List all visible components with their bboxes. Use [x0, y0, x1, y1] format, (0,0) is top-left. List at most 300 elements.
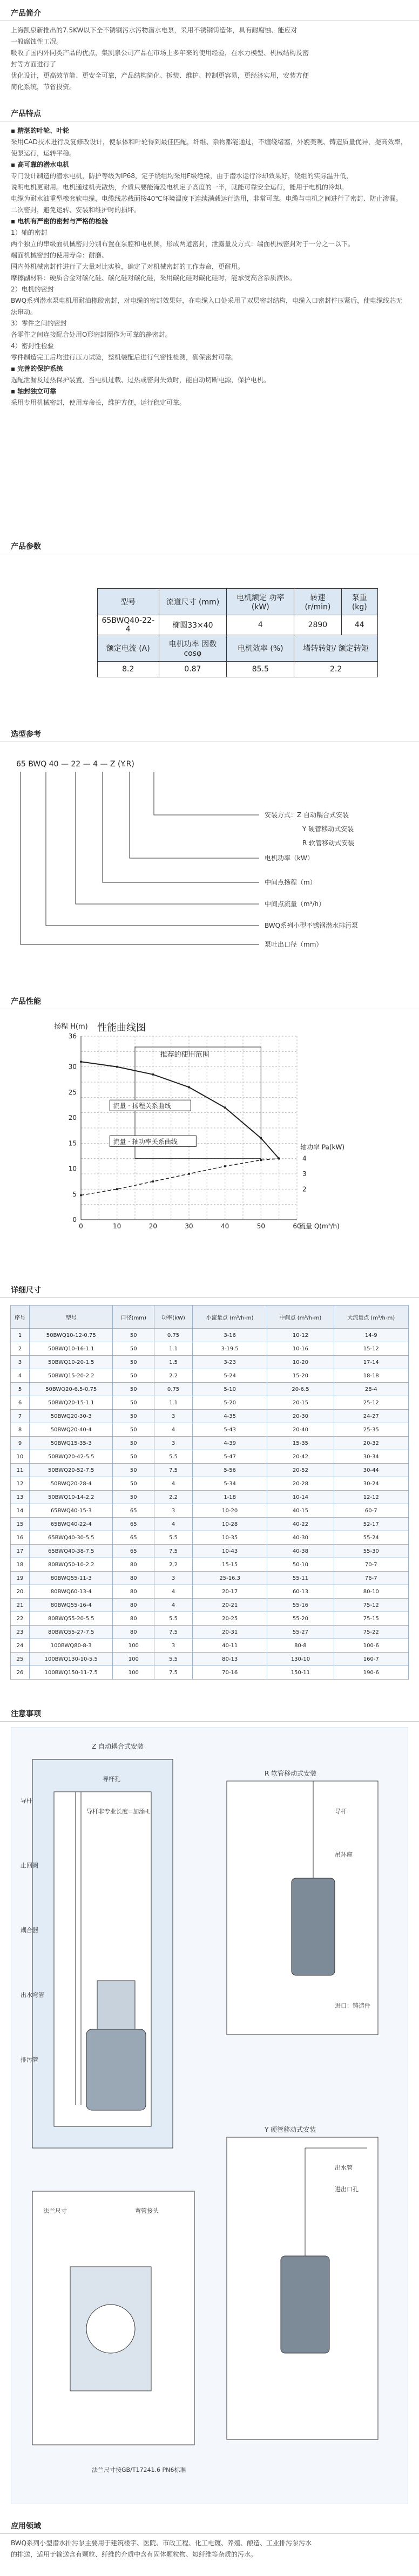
table-cell: 100BWQ80-8-3	[30, 1639, 113, 1653]
table-row	[11, 1545, 409, 1558]
x-tick-label: 20	[148, 1222, 157, 1230]
table-cell: 80-13	[192, 1653, 267, 1666]
section-title-performance: 产品性能	[11, 997, 41, 1006]
table-cell: 8.2	[98, 662, 159, 677]
table-cell: 52-17	[334, 1518, 408, 1531]
drawing-label: Z 自动耦合式安装	[92, 1743, 144, 1750]
section-title-details: 详细尺寸	[11, 1286, 41, 1295]
table-cell: 24	[11, 1639, 30, 1653]
table-cell: 100-6	[334, 1639, 408, 1653]
table-cell: 0.75	[154, 1329, 193, 1342]
table-cell: 30-44	[334, 1464, 408, 1477]
table-cell: 80-8	[267, 1639, 334, 1653]
y-tick-label: 25	[68, 1088, 77, 1096]
text-line: ▪ 高可靠的潜水电机	[11, 161, 70, 168]
table-cell: 65	[113, 1531, 154, 1545]
table-cell: 10-43	[192, 1545, 267, 1558]
table-cell: 3	[11, 1356, 30, 1369]
section-title-selection: 选型参考	[11, 730, 41, 739]
table-row	[11, 1585, 409, 1599]
table-cell: 22	[11, 1612, 30, 1626]
table-row	[98, 615, 378, 635]
head-point	[260, 1137, 262, 1139]
table-cell: 3-19.5	[192, 1342, 267, 1356]
table-cell: 1.1	[154, 1342, 193, 1356]
table-row	[11, 1464, 409, 1477]
table-cell: 100	[113, 1666, 154, 1680]
table-cell: 150-11	[267, 1666, 334, 1680]
table-cell: 23	[11, 1626, 30, 1639]
details-table-wrap	[10, 1305, 409, 1680]
table-cell: 3	[154, 1572, 193, 1585]
table-cell: 80-10	[334, 1585, 408, 1599]
power-curve	[81, 1159, 279, 1195]
table-cell: 40-22	[267, 1518, 334, 1531]
table-cell: 100BWQ130-10-5.5	[30, 1653, 113, 1666]
table-cell: 55-27	[267, 1626, 334, 1639]
table-row	[11, 1383, 409, 1396]
table-cell: 10-20	[267, 1356, 334, 1369]
shaft-tick-label: 4	[302, 1154, 307, 1163]
table-cell: 15-12	[334, 1342, 408, 1356]
table-row	[11, 1396, 409, 1410]
table-row	[98, 662, 378, 677]
table-cell: 50BWQ20-6.5-0.75	[30, 1383, 113, 1396]
table-cell: 50	[113, 1491, 154, 1504]
table-cell: 20-17	[192, 1585, 267, 1599]
table-cell: 10-20	[192, 1504, 267, 1518]
table-cell: 1.5	[154, 1356, 193, 1369]
text-line: 说明电机更耐用。电机通过机壳散热，介质只要能淹没电机定子高度的一半，就能可靠安全运行，能用于电机的冷却。	[11, 183, 348, 191]
table-cell: 50BWQ15-35-3	[30, 1437, 113, 1450]
drawing-label: 导杆孔	[103, 1776, 120, 1783]
table-cell: 25-12	[334, 1396, 408, 1410]
column-header: 序号	[11, 1306, 30, 1329]
table-cell: 50BWQ10-14-2.2	[30, 1491, 113, 1504]
table-cell: 30-24	[334, 1477, 408, 1491]
drawing-label: R 软管移动式安装	[265, 1770, 317, 1777]
head-point	[152, 1073, 154, 1076]
table-cell: 80BWQ55-20-5.5	[30, 1612, 113, 1626]
column-header: 小流量点 (m³/h-m)	[192, 1306, 267, 1329]
table-cell: 80	[113, 1558, 154, 1572]
section-title-features: 产品特点	[11, 110, 41, 118]
table-cell: 80BWQ55-16-4	[30, 1599, 113, 1612]
table-row	[11, 1369, 409, 1383]
table-cell: 2890	[294, 615, 341, 635]
drawing-label: 进出口孔	[335, 2186, 359, 2193]
table-cell: 4	[154, 1518, 193, 1531]
table-cell: 65BWQ40-15-3	[30, 1504, 113, 1518]
table-cell: 5	[11, 1383, 30, 1396]
y-axis-title: 扬程 H(m)	[54, 1023, 88, 1031]
text-line: 两个独立的串级面机械密封分别布置在泵腔和电机侧，形成两道密封，泄露量及方式：端面机械密封对于一分之一以下。	[11, 240, 355, 248]
table-cell: 5-43	[192, 1423, 267, 1437]
text-line: 零件制造完工后均进行压力试验，整机装配后进行气密性检测，确保密封可靠。	[11, 354, 238, 361]
table-cell: 50	[113, 1342, 154, 1356]
table-row	[11, 1518, 409, 1531]
table-cell: 65BWQ40-38-7.5	[30, 1545, 113, 1558]
selection-diagram	[11, 750, 408, 950]
table-cell: 21	[11, 1599, 30, 1612]
table-cell: 20-40	[267, 1423, 334, 1437]
params-table-wrap	[97, 588, 378, 677]
table-cell: 50BWQ20-30-3	[30, 1410, 113, 1423]
head-point	[116, 1066, 118, 1068]
text-line: 专门设计制造的潜水电机，防护等级为IP68，定子绕组均采用F级绝缘，由于潜水运行冷却效果好，绕组的实际温升低，	[11, 172, 353, 180]
y-tick-label: 15	[68, 1139, 77, 1147]
table-cell: 40-15	[267, 1504, 334, 1518]
x-tick-label: 60	[293, 1222, 301, 1230]
text-line: BWQ系列小型潜水排污泵主要用于建筑楼宇、医院、市政工程、化工电镀、养殖、酿造、工业排污泵污水	[11, 2539, 312, 2547]
table-cell: 15-20	[267, 1369, 334, 1383]
table-cell: 15-35	[267, 1437, 334, 1450]
table-cell: 4-35	[192, 1410, 267, 1423]
text-line: ▪ 电机有严密的密封与严格的检验	[11, 218, 109, 225]
drawing-label: 吊环座	[335, 1851, 353, 1858]
power-point	[152, 1180, 154, 1182]
table-row	[11, 1491, 409, 1504]
divider	[0, 1297, 419, 1298]
table-cell: 50	[113, 1410, 154, 1423]
table-cell: 7.5	[154, 1626, 193, 1639]
text-line: 4）密封性检验	[11, 342, 54, 350]
table-row	[11, 1639, 409, 1653]
table-cell: 0.87	[159, 662, 227, 677]
table-cell: 5-47	[192, 1450, 267, 1464]
table-cell: 55-30	[334, 1545, 408, 1558]
table-row	[11, 1626, 409, 1639]
label-head: 中间点扬程（m）	[265, 879, 316, 886]
y-tick-label: 5	[72, 1190, 77, 1198]
table-cell: 44	[341, 615, 377, 635]
table-cell: 5-34	[192, 1477, 267, 1491]
label-install-r: R 软管移动式安装	[302, 839, 355, 847]
table-cell: 20-15	[267, 1396, 334, 1410]
table-cell: 4	[154, 1423, 193, 1437]
drawing-label: 排污管	[21, 2056, 38, 2063]
range-label: 推荐的使用范围	[160, 1051, 210, 1059]
power-point	[80, 1194, 82, 1197]
column-header: 口径(mm)	[113, 1306, 154, 1329]
text-line: 的排送，适用于输送含有颗粒、纤维的介质中含有固体颗粒物、短纤维等杂质的污水。	[11, 2551, 258, 2558]
table-cell: 50BWQ20-15-1.1	[30, 1396, 113, 1410]
label-outlet: 泵吐出口径（mm）	[265, 941, 323, 948]
table-cell: 7.5	[154, 1545, 193, 1558]
table-cell: 50	[113, 1464, 154, 1477]
table-cell: 55-24	[334, 1531, 408, 1545]
power-point	[188, 1173, 190, 1175]
text-line: 上海凯泉新推出的7.5KW以下全不锈钢污水污物潜水电泵，采用不锈钢铸造体，具有耐腐蚀、能应对	[11, 26, 298, 34]
y-tick-label: 36	[68, 1032, 77, 1040]
table-cell: 20-25	[192, 1612, 267, 1626]
table-cell: 14-9	[334, 1329, 408, 1342]
text-line: BWQ系列潜水泵电机用耐油橡胶密封，对电缆的密封效果好，在电缆入口处采用了双层密封结构，电缆入口密封件压紧后，使电缆线芯无法窜动。	[11, 297, 403, 316]
table-cell: 80	[113, 1585, 154, 1599]
table-row	[11, 1450, 409, 1464]
label-install-z: 安装方式：Z 自动耦合式安装	[265, 811, 349, 819]
x-tick-label: 10	[113, 1222, 121, 1230]
table-cell: 10	[11, 1450, 30, 1464]
table-cell: 泵重 (kg)	[341, 589, 377, 615]
table-cell: 75-15	[334, 1612, 408, 1626]
label-flow: 中间点流量（m³/h）	[265, 900, 326, 908]
column-header: 功率(kW)	[154, 1306, 193, 1329]
table-row	[11, 1612, 409, 1626]
table-cell: 3	[154, 1410, 193, 1423]
label-install-y: Y 硬管移动式安装	[302, 825, 354, 833]
table-cell: 55-20	[267, 1612, 334, 1626]
text-line: 1）轴的密封	[11, 229, 48, 236]
table-cell: 80BWQ55-27-7.5	[30, 1626, 113, 1639]
drawing-label: 出水管	[335, 2164, 353, 2171]
text-line: 2）电机的密封	[11, 286, 54, 293]
table-cell: 55-11	[267, 1572, 334, 1585]
divider	[0, 1721, 419, 1722]
x-tick-label: 0	[79, 1222, 83, 1230]
table-cell: 13	[11, 1491, 30, 1504]
table-cell: 6	[11, 1396, 30, 1410]
divider	[0, 2533, 419, 2534]
table-cell: 24-27	[334, 1410, 408, 1423]
table-cell: 75-12	[334, 1599, 408, 1612]
table-row	[11, 1572, 409, 1585]
drawing-label: 止回阀	[21, 1862, 38, 1869]
text-line: 吸收了国内外同类产品的优点，集凯泉公司产品在市场上多年来的使用经验，在水力模型、机械结构及密	[11, 49, 309, 57]
table-cell: 19	[11, 1572, 30, 1585]
features-text	[11, 125, 408, 409]
table-cell: 电机额定 功率(kW)	[227, 589, 294, 615]
table-cell: 100	[113, 1653, 154, 1666]
table-cell: 25	[11, 1653, 30, 1666]
table-cell: 3	[154, 1437, 193, 1450]
text-line: ▪ 精湛的叶轮、叶轮	[11, 127, 70, 134]
text-line: 3）零件之间的密封	[11, 320, 67, 327]
drawing-label: 出水弯管	[21, 1992, 44, 1999]
drawing-label: 导杆	[335, 1808, 347, 1815]
table-cell: 60-13	[267, 1585, 334, 1599]
table-cell: 80	[113, 1612, 154, 1626]
table-cell: 50	[113, 1423, 154, 1437]
table-cell: 5.5	[154, 1612, 193, 1626]
table-cell: 流道尺寸 (mm)	[159, 589, 227, 615]
table-cell: 65BWQ40-22-4	[30, 1518, 113, 1531]
power-label: 流量 · 轴功率关系曲线	[113, 1138, 178, 1146]
performance-chart	[43, 1015, 378, 1263]
column-header: 型号	[30, 1306, 113, 1329]
text-line: 各零件之间连接配合处用O形密封圈作为可靠的静密封。	[11, 331, 172, 338]
table-cell: 11	[11, 1464, 30, 1477]
table-cell: 3-23	[192, 1356, 267, 1369]
leader-line	[76, 772, 259, 904]
table-cell: 100	[113, 1639, 154, 1653]
table-cell: 2.2	[154, 1369, 193, 1383]
table-cell: 4	[154, 1585, 193, 1599]
table-cell: 3-16	[192, 1329, 267, 1342]
table-cell: 20-21	[192, 1599, 267, 1612]
y-tick-label: 10	[68, 1165, 77, 1173]
text-line: 二次密封，避免运转、安装和维护时的损坏。	[11, 206, 141, 214]
table-row	[11, 1356, 409, 1369]
table-cell: 50	[113, 1396, 154, 1410]
text-line: 优化设计，更高效节能、更安全可靠，产品结构简化、拆装、维护、控制更容易，更经济实用，安装方便	[11, 72, 309, 79]
table-cell: 2	[11, 1342, 30, 1356]
table-cell: 4	[11, 1369, 30, 1383]
text-line: 电缆为耐水油重型橡套软电缆，电缆线芯截面按40℃环境温度下连续满载运行选用，非常可靠。电缆与电机之间进行了密封、防止渗漏。	[11, 195, 402, 202]
text-line: 采用专用机械密封，使用寿命长，维护方便，运行稳定可靠。	[11, 399, 186, 406]
x-tick-label: 40	[221, 1222, 229, 1230]
text-line: 端面机械密封的使用寿命：耐磨、	[11, 252, 109, 259]
y-tick-label: 0	[72, 1216, 77, 1224]
table-cell: 50	[113, 1450, 154, 1464]
model-code: 65 BWQ 40 — 22 — 4 — Z (Y.R)	[16, 760, 134, 769]
table-cell: 10-12	[267, 1329, 334, 1342]
text-line: 摩擦副材料：硬质合金对碳化硅、碳化硅对碳化硅，采用碳化硅对碳化硅时，能承受高含杂质液体。	[11, 274, 296, 282]
table-cell: 75-22	[334, 1626, 408, 1639]
table-cell: 50-10	[267, 1558, 334, 1572]
table-cell: 50BWQ10-16-1.1	[30, 1342, 113, 1356]
table-cell: 8	[11, 1423, 30, 1437]
head-point	[188, 1086, 190, 1088]
drawing-label: 进口：铸造件	[335, 2002, 370, 2009]
table-cell: 50BWQ10-20-1.5	[30, 1356, 113, 1369]
table-cell: 17	[11, 1545, 30, 1558]
table-cell: 50BWQ20-28-4	[30, 1477, 113, 1491]
table-cell: 0.75	[154, 1383, 193, 1396]
table-cell: 55-16	[267, 1599, 334, 1612]
table-cell: 80BWQ60-13-4	[30, 1585, 113, 1599]
section-title-intro: 产品简介	[11, 9, 41, 18]
table-cell: 70-16	[192, 1666, 267, 1680]
chart-title: 性能曲线图	[97, 1022, 146, 1034]
table-cell: 2.2	[154, 1558, 193, 1572]
table-cell: 4	[227, 615, 294, 635]
intro-text	[11, 25, 408, 93]
x-axis-title: 流量 Q(m³/h)	[299, 1222, 340, 1230]
text-line: 选配泄漏及过热保护装置，当电机过载、过热或密封失效时，能自动切断电源，保护电机。	[11, 376, 271, 384]
table-cell: 160-7	[334, 1653, 408, 1666]
x-tick-label: 50	[256, 1222, 265, 1230]
table-cell: 2.2	[294, 662, 378, 677]
power-point	[224, 1165, 226, 1167]
table-row	[11, 1329, 409, 1342]
table-cell: 额定电流 (A)	[98, 635, 159, 662]
drawing-label: 导杆	[21, 1797, 32, 1804]
table-cell: 10-35	[192, 1531, 267, 1545]
table-cell: 50BWQ20-52-7.5	[30, 1464, 113, 1477]
table-cell: 20	[11, 1585, 30, 1599]
table-cell: 20-6.5	[267, 1383, 334, 1396]
table-cell: 20-31	[192, 1626, 267, 1639]
table-cell: 65	[113, 1518, 154, 1531]
table-cell: 5-10	[192, 1383, 267, 1396]
table-cell: 100BWQ150-11-7.5	[30, 1666, 113, 1680]
table-cell: 18-18	[334, 1369, 408, 1383]
drawing-label: 耦合器	[21, 1927, 38, 1934]
section-title-notes: 注意事项	[11, 1710, 41, 1718]
table-cell: 20-30	[267, 1410, 334, 1423]
table-cell: 80	[113, 1599, 154, 1612]
table-cell: 50BWQ15-20-2.2	[30, 1369, 113, 1383]
drawing-label: Y 硬管移动式安装	[265, 2126, 316, 2133]
table-cell: 12	[11, 1477, 30, 1491]
table-cell: 26	[11, 1666, 30, 1680]
table-cell: 50BWQ20-42-5.5	[30, 1450, 113, 1464]
text-line: 国内外机械密封件进行了大量对比实验，确定了对机械密封的工作寿命，更耐用。	[11, 263, 245, 270]
table-cell: 10-14	[267, 1491, 334, 1504]
table-row	[11, 1558, 409, 1572]
table-cell: 5-24	[192, 1369, 267, 1383]
table-cell: 40-30	[267, 1531, 334, 1545]
table-cell: 50	[113, 1369, 154, 1383]
leader-line	[103, 772, 259, 882]
table-cell: 7	[11, 1410, 30, 1423]
y-tick-label: 20	[68, 1114, 77, 1122]
text-line: 简化系统，节省投资。	[11, 83, 76, 91]
table-cell: 60-7	[334, 1504, 408, 1518]
text-line: 一般腐蚀性工况。	[11, 38, 63, 45]
table-cell: 电机效率 (%)	[227, 635, 294, 662]
table-row	[11, 1653, 409, 1666]
table-cell: 10-28	[192, 1518, 267, 1531]
table-cell: 16	[11, 1531, 30, 1545]
text-line: ▪ 轴封独立可靠	[11, 388, 57, 395]
table-cell: 型号	[98, 589, 159, 615]
section-title-application: 应用领域	[11, 2522, 41, 2531]
table-row	[11, 1437, 409, 1450]
table-cell: 50	[113, 1356, 154, 1369]
table-cell: 65BWQ40-30-5.5	[30, 1531, 113, 1545]
table-cell: 20-42	[267, 1450, 334, 1464]
table-cell: 4-39	[192, 1437, 267, 1450]
power-point	[278, 1158, 280, 1160]
table-cell: 65BWQ40-22-4	[98, 615, 159, 635]
table-cell: 50	[113, 1383, 154, 1396]
table-cell: 85.5	[227, 662, 294, 677]
table-cell: 5.5	[154, 1653, 193, 1666]
table-cell: 2.2	[154, 1491, 193, 1504]
table-cell: 5-20	[192, 1396, 267, 1410]
table-cell: 7.5	[154, 1666, 193, 1680]
table-cell: 5.5	[154, 1450, 193, 1464]
table-header-row	[11, 1306, 409, 1329]
table-cell: 12-12	[334, 1491, 408, 1504]
shaft-axis-title: 轴功率 Pa(kW)	[300, 1143, 345, 1151]
x-tick-label: 30	[185, 1222, 193, 1230]
table-cell: 190-6	[334, 1666, 408, 1680]
table-cell: 25-16.3	[192, 1572, 267, 1585]
head-label: 流量 · 扬程关系曲线	[113, 1102, 171, 1110]
table-cell: 20-32	[334, 1437, 408, 1450]
table-cell: 76-7	[334, 1572, 408, 1585]
table-cell: 10-16	[267, 1342, 334, 1356]
table-cell: 堵转转矩/ 额定转矩	[294, 635, 378, 662]
drawing-label: 法兰尺寸	[43, 2207, 67, 2214]
table-cell: 50	[113, 1329, 154, 1342]
table-row	[11, 1504, 409, 1518]
params-table	[97, 588, 378, 677]
table-row	[11, 1666, 409, 1680]
table-cell: 20-52	[267, 1464, 334, 1477]
table-cell: 15	[11, 1518, 30, 1531]
table-cell: 65	[113, 1504, 154, 1518]
table-cell: 50BWQ20-40-4	[30, 1423, 113, 1437]
table-cell: 30-34	[334, 1450, 408, 1464]
drawing-label: 法兰尺寸按GB/T17241.6 PN6标准	[92, 2466, 186, 2473]
table-cell: 1-18	[192, 1491, 267, 1504]
table-cell: 130-10	[267, 1653, 334, 1666]
table-cell: 80	[113, 1572, 154, 1585]
